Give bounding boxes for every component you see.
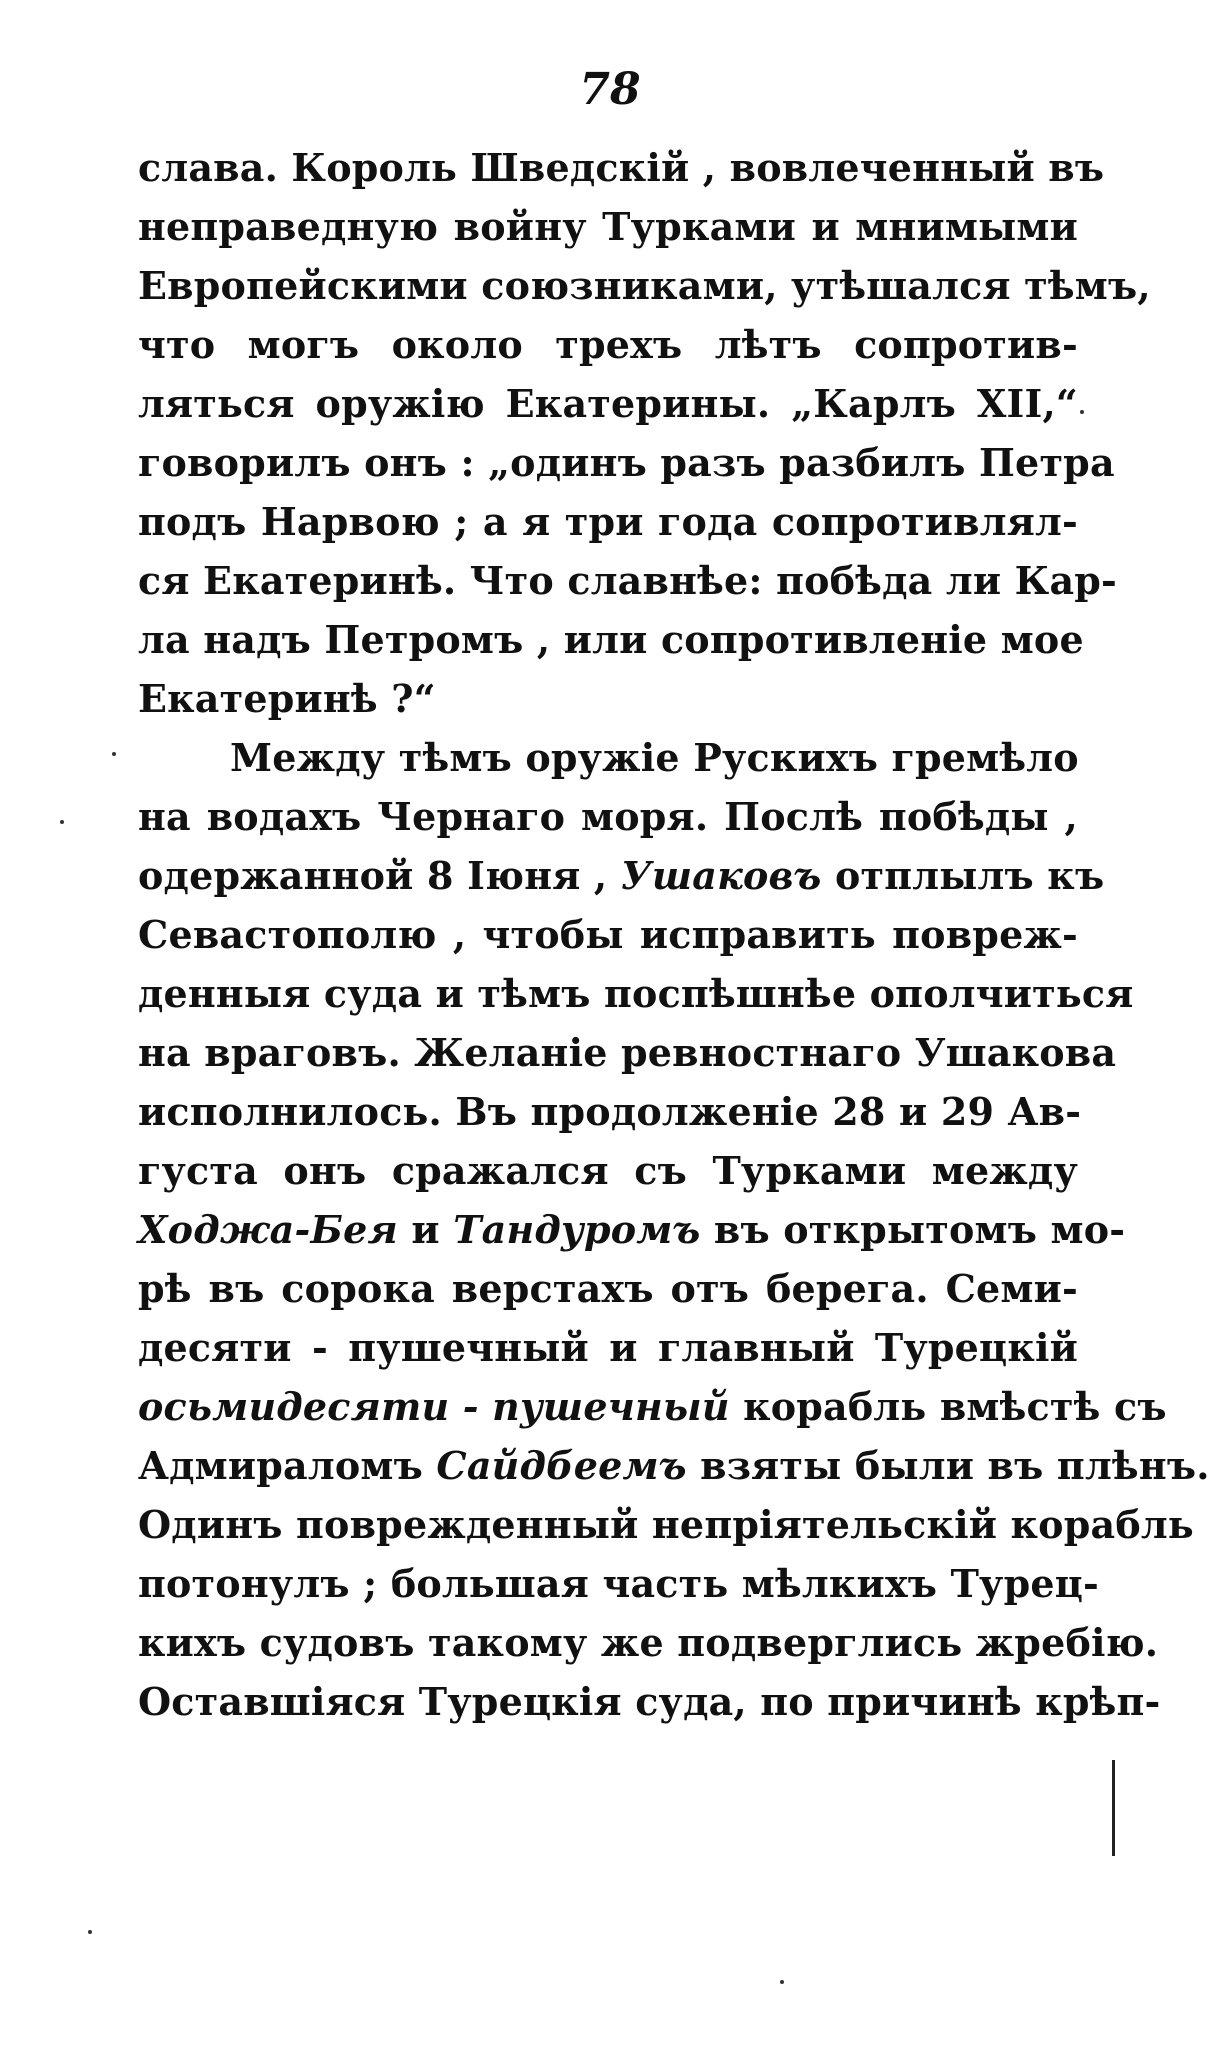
text-run: Екатеринѣ ?“ [138,676,436,721]
text-line [138,256,1151,315]
print-speck [112,752,116,756]
text-run: взяты были въ плѣнъ. [686,1443,1210,1488]
italic-name: Тандуромъ [453,1207,701,1252]
text-run: слава. Король Шведскій , вовлеченный въ [138,145,1105,190]
text-line [138,1377,1167,1436]
print-speck [1080,410,1084,414]
margin-mark [1112,1760,1115,1856]
text-run: Севастополю , чтобы исправить повреж- [138,912,1078,957]
italic-name: Ушаковъ [620,853,822,898]
text-run: ла надъ Петромъ , или сопротивленіе мое [138,617,1084,662]
text-line [138,138,1105,197]
text-line [138,669,1078,728]
paragraph [138,138,1151,728]
text-line [138,1436,1210,1495]
text-run: на водахъ Чернаго моря. Послѣ побѣды , [138,794,1078,839]
page-number: 78 [579,64,641,115]
text-run: и [397,1207,454,1252]
text-run: корабль вмѣстѣ съ [729,1384,1167,1429]
text-line [138,433,1115,492]
text-line [138,787,1078,846]
print-speck [60,820,64,824]
print-speck [780,1980,784,1984]
text-line [138,197,1078,256]
text-line [138,846,1105,905]
italic-name: Ходжа-Бея [138,1207,398,1252]
text-run: десяти - пушечный и главный Турецкій [138,1325,1078,1370]
text-line [138,1023,1117,1082]
text-run: въ открытомъ мо- [700,1207,1126,1252]
text-run: потонулъ ; большая часть мѣлкихъ Турец- [138,1561,1099,1606]
text-run: подъ Нарвою ; а я три года сопротивлял- [138,499,1078,544]
text-run: Одинъ поврежденный непріятельскій корабль [138,1502,1194,1547]
text-line [138,1495,1194,1554]
paragraph [138,728,1210,1731]
text-run: ляться оружію Екатерины. „Карлъ XII,“ [138,381,1078,426]
text-line [138,551,1118,610]
text-run: что могъ около трехъ лѣтъ сопротив- [138,322,1078,367]
text-line [138,1318,1078,1377]
text-line [138,728,1078,787]
italic-name: осьмидесяти - пушечный [138,1384,730,1429]
text-line [138,492,1078,551]
text-line [138,315,1078,374]
text-run: рѣ въ сорока верстахъ отъ берега. Семи- [138,1266,1078,1311]
text-line [138,1082,1082,1141]
text-line [138,1613,1159,1672]
text-line [138,1672,1161,1731]
text-line [138,964,1134,1023]
text-run: кихъ судовъ такому же подверглись жребію. [138,1620,1159,1665]
text-line [138,374,1078,433]
text-run: на враговъ. Желаніе ревностнаго Ушакова [138,1030,1117,1075]
text-run: Европейскими союзниками, утѣшался тѣмъ, [138,263,1151,308]
italic-name: Сайдбеемъ [436,1443,687,1488]
text-run: густа онъ сражался съ Турками между [138,1148,1078,1193]
text-line [138,610,1084,669]
print-speck [88,1930,92,1934]
text-run: одержанной 8 Іюня , [138,853,621,898]
text-run: отплылъ къ [821,853,1105,898]
text-run: неправедную войну Турками и мнимыми [138,204,1078,249]
text-run: исполнилось. Въ продолженіе 28 и 29 Ав- [138,1089,1082,1134]
text-run: Оставшіяся Турецкія суда, по причинѣ крѣп- [138,1679,1161,1724]
text-body [138,138,1210,1731]
text-line [138,1259,1078,1318]
text-run: денныя суда и тѣмъ поспѣшнѣе ополчиться [138,971,1134,1016]
text-run: Адмираломъ [138,1443,437,1488]
text-line [138,1554,1099,1613]
text-line [138,1200,1126,1259]
text-run: говорилъ онъ : „одинъ разъ разбилъ Петра [138,440,1115,485]
text-run: ся Екатеринѣ. Что славнѣе: побѣда ли Кар- [138,558,1118,603]
text-run: Между тѣмъ оружіе Рускихъ гремѣло [230,735,1079,780]
text-line [138,1141,1078,1200]
text-line [138,905,1078,964]
